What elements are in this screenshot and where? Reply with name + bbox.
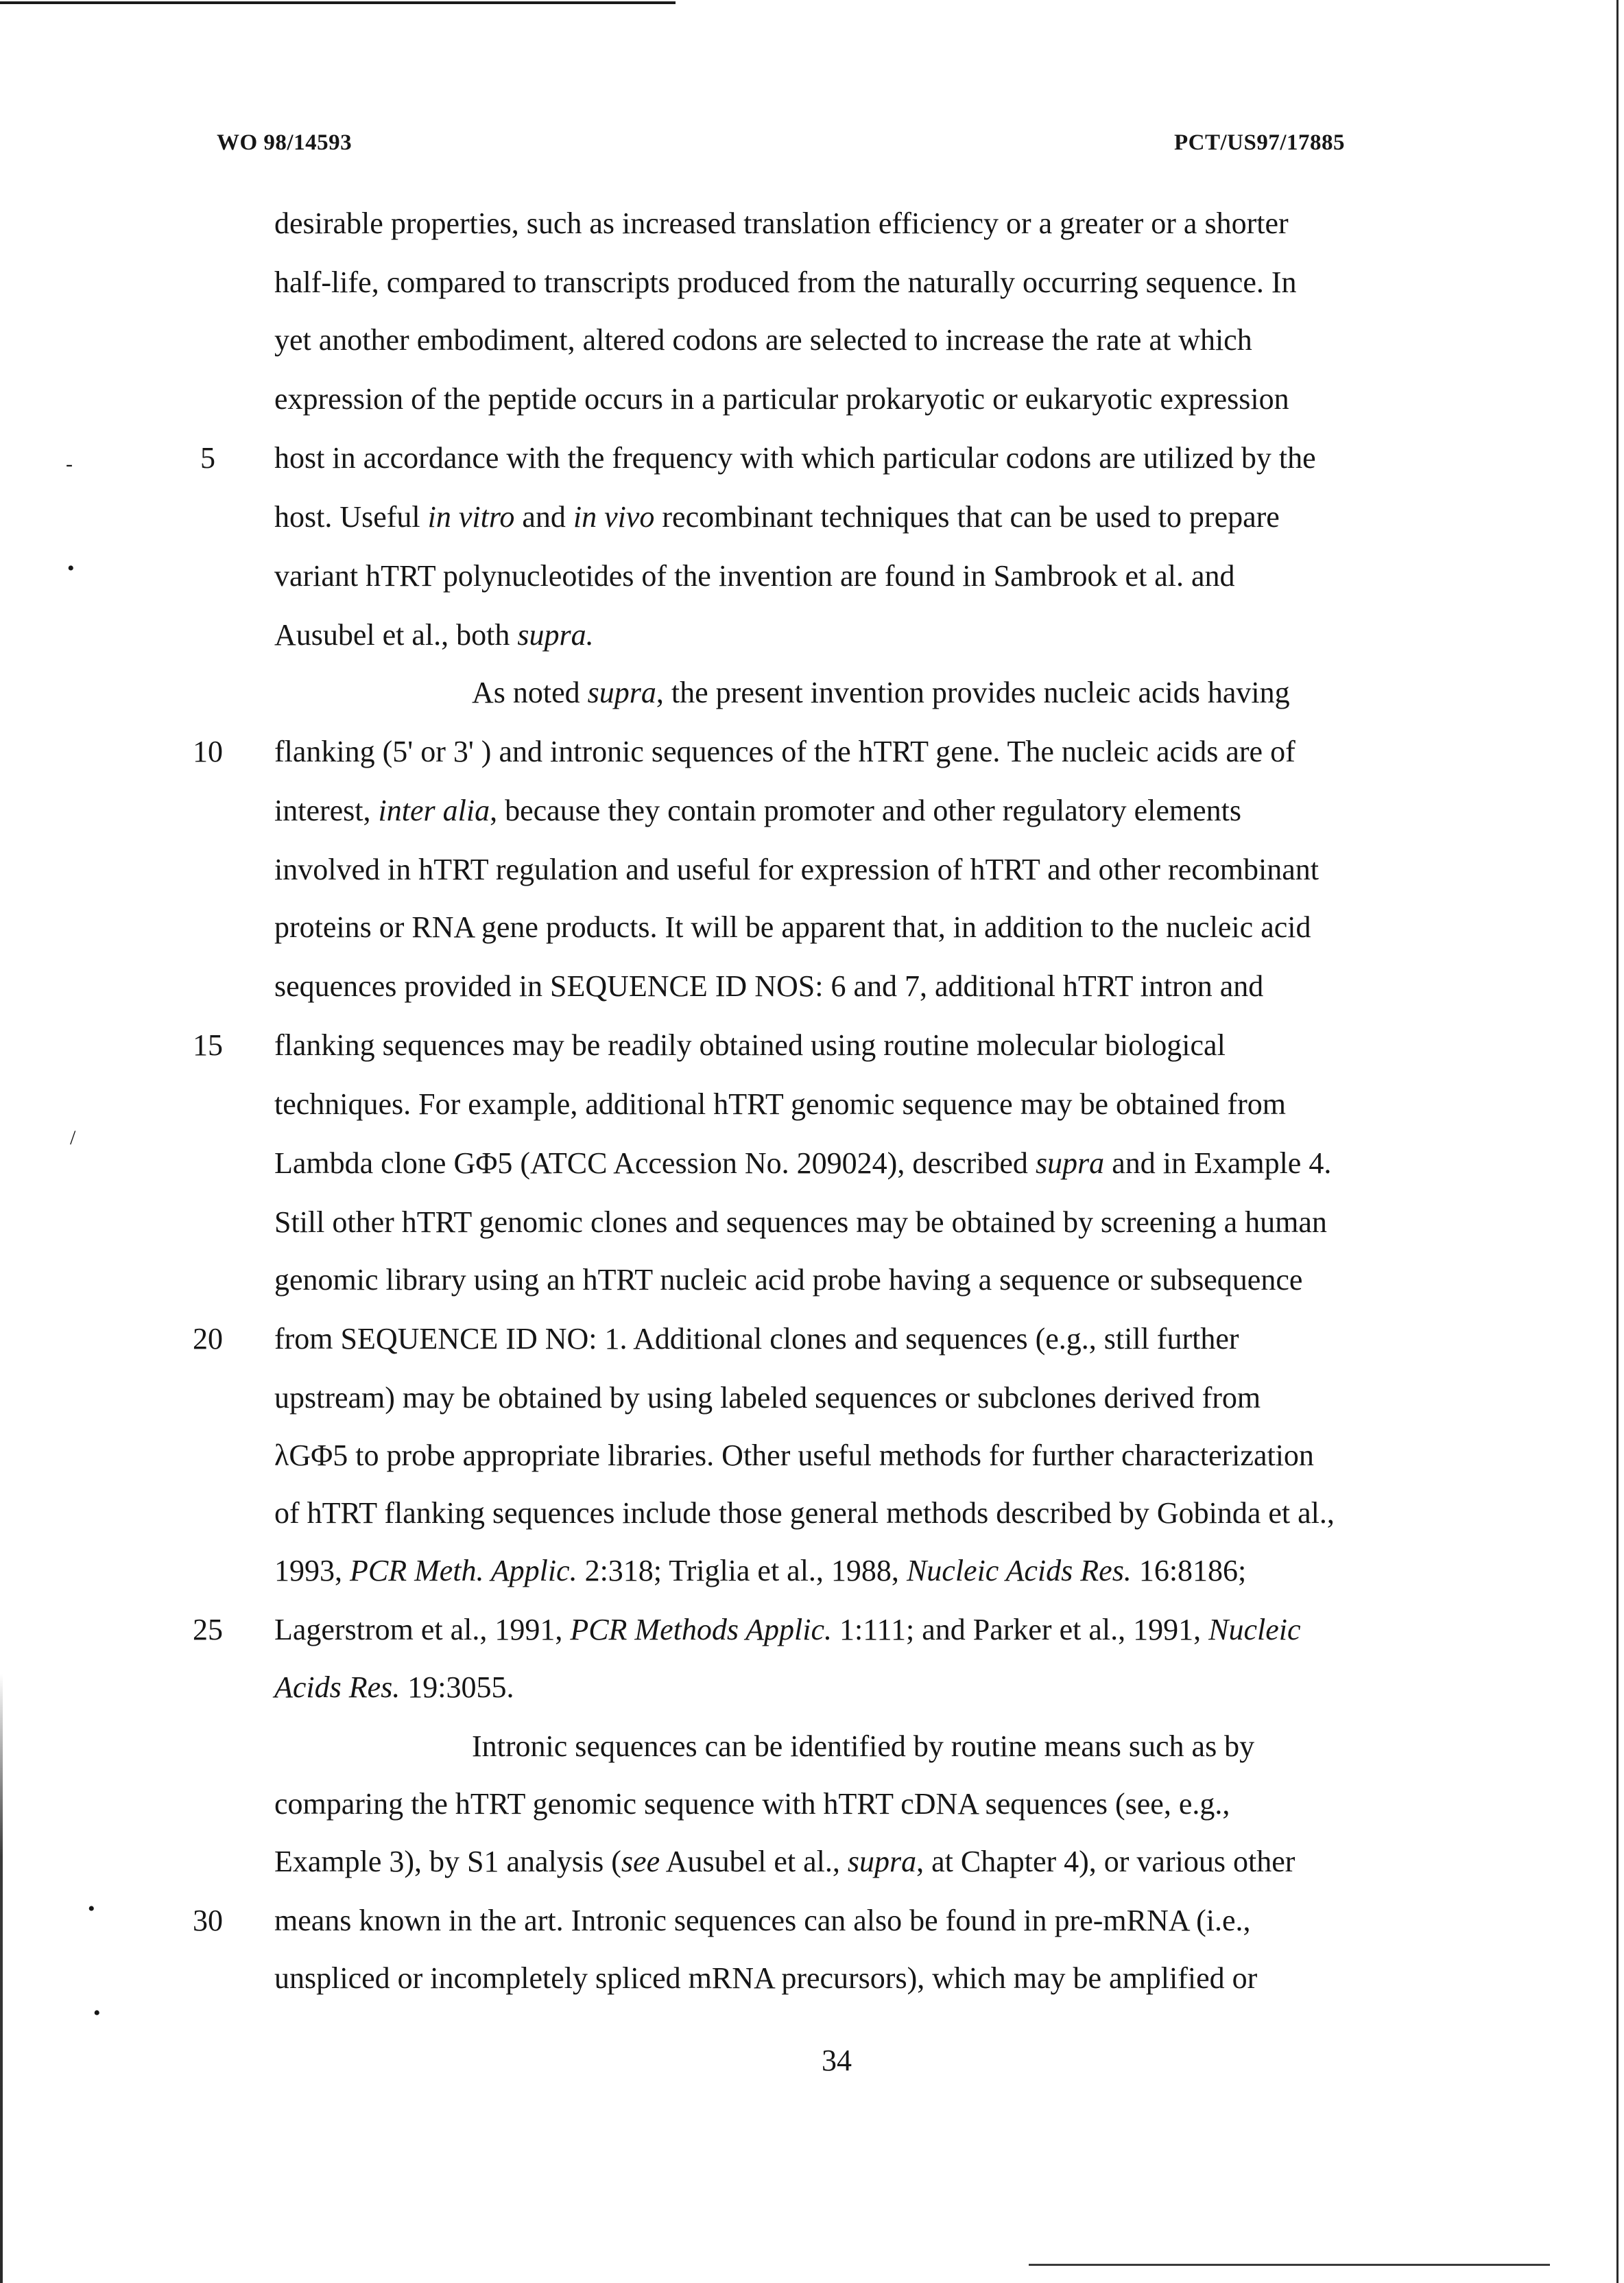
- text-line: half-life, compared to transcripts produced from the naturally occurring sequence. In: [274, 265, 1297, 299]
- text-run: Ausubel et al.,: [660, 1845, 848, 1878]
- text-line: [274, 1148, 1331, 1179]
- text-run: 19:3055.: [400, 1670, 514, 1704]
- text-line: desirable properties, such as increased translation efficiency or a greater or a shorter: [274, 206, 1289, 240]
- text-run: and in Example 4.: [1104, 1146, 1332, 1180]
- italic-term: supra: [847, 1845, 917, 1878]
- text-line: flanking (5' or 3' ) and intronic sequences of the hTRT gene. The nucleic acids are of: [274, 735, 1295, 768]
- text-line: [274, 1615, 1300, 1645]
- text-line: from SEQUENCE ID NO: 1. Additional clones and sequences (e.g., still further: [274, 1322, 1239, 1356]
- italic-term: see: [621, 1845, 660, 1878]
- application-number: PCT/US97/17885: [1174, 130, 1346, 155]
- text-run: interest,: [274, 794, 379, 827]
- text-line: λGΦ5 to probe appropriate libraries. Other useful methods for further characterization: [274, 1439, 1314, 1472]
- right-scan-edge: [1616, 0, 1619, 2283]
- italic-term: supra: [1035, 1146, 1105, 1180]
- italic-term: supra.: [517, 618, 594, 652]
- line-number: 10: [193, 735, 223, 768]
- text-run: host. Useful: [274, 500, 428, 534]
- text-run: 16:8186;: [1131, 1554, 1247, 1587]
- scan-speck: -: [66, 453, 73, 475]
- line-number: 20: [193, 1322, 223, 1356]
- text-line: genomic library using an hTRT nucleic acid probe having a sequence or subsequence: [274, 1263, 1303, 1297]
- paragraph-start-line: Intronic sequences can be identified by routine means such as by: [472, 1729, 1255, 1763]
- text-run: , because they contain promoter and other regulatory elements: [490, 794, 1241, 827]
- text-run: recombinant techniques that can be used to prepare: [654, 500, 1280, 534]
- text-line: sequences provided in SEQUENCE ID NOS: 6 and 7, additional hTRT intron and: [274, 969, 1264, 1003]
- paragraph-start-line: [472, 678, 1290, 708]
- italic-term: inter alia: [378, 794, 490, 827]
- text-line: upstream) may be obtained by using labeled sequences or subclones derived from: [274, 1381, 1261, 1415]
- text-line: variant hTRT polynucleotides of the invention are found in Sambrook et al. and: [274, 559, 1235, 593]
- scan-speck: •: [67, 557, 75, 580]
- text-line: Still other hTRT genomic clones and sequences may be obtained by screening a human: [274, 1205, 1327, 1239]
- line-number: 30: [193, 1904, 223, 1937]
- text-run: Lagerstrom et al., 1991,: [274, 1613, 571, 1646]
- italic-term: PCR Meth. Applic.: [350, 1554, 577, 1587]
- text-line: involved in hTRT regulation and useful for expression of hTRT and other recombinant: [274, 853, 1319, 886]
- text-line: means known in the art. Intronic sequences can also be found in pre-mRNA (i.e.,: [274, 1904, 1251, 1937]
- italic-term: supra: [587, 676, 656, 709]
- text-line: [274, 1672, 514, 1703]
- text-run: 2:318; Triglia et al., 1988,: [577, 1554, 907, 1587]
- text-run: Ausubel et al., both: [274, 618, 518, 652]
- text-line: [274, 796, 1241, 826]
- text-run: Lambda clone GΦ5 (ATCC Accession No. 209024), described: [274, 1146, 1036, 1180]
- text-line: flanking sequences may be readily obtained using routine molecular biological: [274, 1028, 1226, 1062]
- italic-term: PCR Methods Applic.: [570, 1613, 833, 1646]
- text-line: host in accordance with the frequency with which particular codons are utilized by the: [274, 441, 1316, 475]
- text-run: As noted: [472, 676, 588, 709]
- italic-term: Nucleic: [1208, 1613, 1301, 1646]
- text-line: expression of the peptide occurs in a particular prokaryotic or eukaryotic expression: [274, 382, 1289, 416]
- italic-term: Acids Res.: [274, 1670, 401, 1704]
- text-line: unspliced or incompletely spliced mRNA precursors), which may be amplified or: [274, 1961, 1258, 1995]
- bottom-scan-rule: [1029, 2264, 1550, 2266]
- italic-term: in vitro: [427, 500, 515, 534]
- text-run: , at Chapter 4), or various other: [916, 1845, 1295, 1878]
- text-line: [274, 1847, 1295, 1877]
- text-line: of hTRT flanking sequences include those general methods described by Gobinda et al.,: [274, 1496, 1335, 1530]
- scan-speck: •: [93, 2002, 101, 2024]
- line-number: 25: [193, 1613, 223, 1646]
- text-line: [274, 502, 1280, 532]
- line-number: 5: [200, 441, 215, 475]
- text-run: , the present invention provides nucleic acids having: [656, 676, 1290, 709]
- text-line: comparing the hTRT genomic sequence with hTRT cDNA sequences (see, e.g.,: [274, 1787, 1230, 1821]
- line-number: 15: [193, 1028, 223, 1062]
- text-run: and: [514, 500, 573, 534]
- text-line: proteins or RNA gene products. It will be apparent that, in addition to the nucleic acid: [274, 910, 1311, 944]
- left-scan-edge: [0, 1674, 3, 2283]
- publication-number: WO 98/14593: [217, 130, 353, 155]
- text-line: yet another embodiment, altered codons are selected to increase the rate at which: [274, 323, 1252, 357]
- scan-speck: /: [70, 1126, 76, 1149]
- scan-speck: •: [88, 1897, 95, 1920]
- text-run: Example 3), by S1 analysis (: [274, 1845, 621, 1878]
- text-run: 1993,: [274, 1554, 350, 1587]
- text-line: techniques. For example, additional hTRT genomic sequence may be obtained from: [274, 1087, 1287, 1121]
- text-line: [274, 620, 594, 650]
- text-line: [274, 1556, 1246, 1586]
- italic-term: in vivo: [573, 500, 655, 534]
- top-scan-rule: [0, 1, 676, 4]
- text-run: 1:111; and Parker et al., 1991,: [832, 1613, 1209, 1646]
- italic-term: Nucleic Acids Res.: [906, 1554, 1132, 1587]
- page-number: 34: [822, 2044, 852, 2077]
